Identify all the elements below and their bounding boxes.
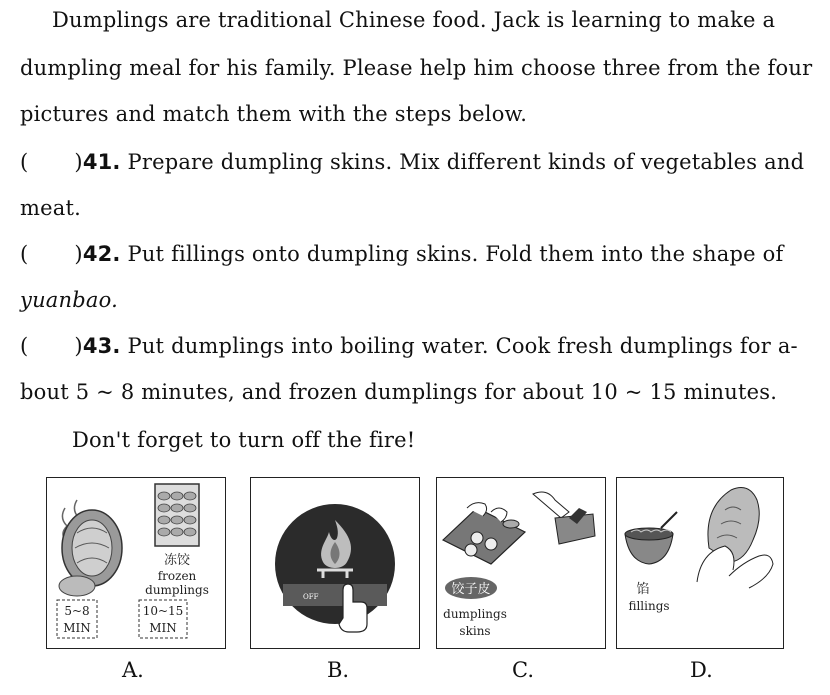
picture-d-illustration	[617, 478, 782, 647]
picture-b-caption: B.	[327, 658, 350, 682]
timer-frozen	[139, 600, 187, 638]
off-label: OFF	[303, 593, 319, 601]
answer-blank-open: (	[20, 242, 29, 266]
svg-text:5~8: 5~8	[64, 604, 90, 618]
picture-c-label-2: skins	[459, 624, 491, 638]
question-41-cont: meat.	[20, 196, 81, 220]
steaming-pot-icon	[59, 500, 122, 596]
question-42	[20, 242, 783, 266]
answer-blank-open: (	[20, 334, 29, 358]
picture-a-label-2: dumplings	[145, 583, 209, 597]
picture-d-hanzi: 馅	[636, 582, 650, 597]
answer-blank-close: )	[74, 242, 83, 266]
picture-a-hanzi: 冻饺	[163, 553, 191, 568]
question-number: 43.	[82, 334, 121, 358]
svg-text:MIN: MIN	[63, 621, 91, 635]
picture-c-illustration	[437, 478, 604, 647]
answer-blank-close: )	[74, 150, 83, 174]
picture-d-caption: D.	[690, 658, 713, 682]
svg-text:MIN: MIN	[149, 621, 177, 635]
timer-fresh	[57, 600, 97, 638]
frozen-tray-icon	[155, 484, 199, 546]
question-number: 41.	[82, 150, 121, 174]
picture-b-illustration	[251, 478, 418, 647]
question-42-cont: yuanbao.	[20, 288, 118, 312]
picture-a-illustration	[47, 478, 224, 647]
reminder-text: Don't forget to turn off the fire!	[72, 428, 416, 452]
answer-blank-close: )	[74, 334, 83, 358]
picture-c-caption: C.	[512, 658, 534, 682]
question-text: Put dumplings into boiling water. Cook fresh dumplings for a-	[120, 334, 798, 358]
picture-a-label-1: frozen	[157, 569, 197, 583]
picture-c-hanzi: 饺子皮	[451, 582, 491, 597]
picture-c[interactable]	[436, 477, 606, 649]
question-41	[20, 150, 804, 174]
question-text: Prepare dumpling skins. Mix different kinds of vegetables and	[120, 150, 805, 174]
question-number: 42.	[82, 242, 121, 266]
filling-bowl-icon	[625, 512, 677, 564]
picture-a[interactable]	[46, 477, 226, 649]
question-43-cont: bout 5 ~ 8 minutes, and frozen dumplings for about 10 ~ 15 minutes.	[20, 380, 778, 404]
question-text: Put fillings onto dumpling skins. Fold them into the shape of	[120, 242, 784, 266]
folding-hands-icon	[697, 488, 773, 588]
chopping-board-icon	[443, 503, 525, 564]
svg-text:10~15: 10~15	[142, 604, 184, 618]
picture-c-label-1: dumplings	[443, 607, 507, 621]
answer-blank-open: (	[20, 150, 29, 174]
picture-d[interactable]	[616, 477, 784, 649]
question-43	[20, 334, 798, 358]
chopping-knife-icon	[533, 492, 595, 544]
stove-panel	[283, 584, 387, 606]
picture-a-caption: A.	[122, 658, 144, 682]
picture-b[interactable]	[250, 477, 420, 649]
intro-line-3: pictures and match them with the steps below.	[20, 102, 528, 126]
picture-d-label-1: fillings	[628, 599, 670, 613]
intro-line-1: Dumplings are traditional Chinese food. Jack is learning to make a	[52, 8, 776, 32]
intro-line-2: dumpling meal for his family. Please help him choose three from the four	[20, 56, 813, 80]
